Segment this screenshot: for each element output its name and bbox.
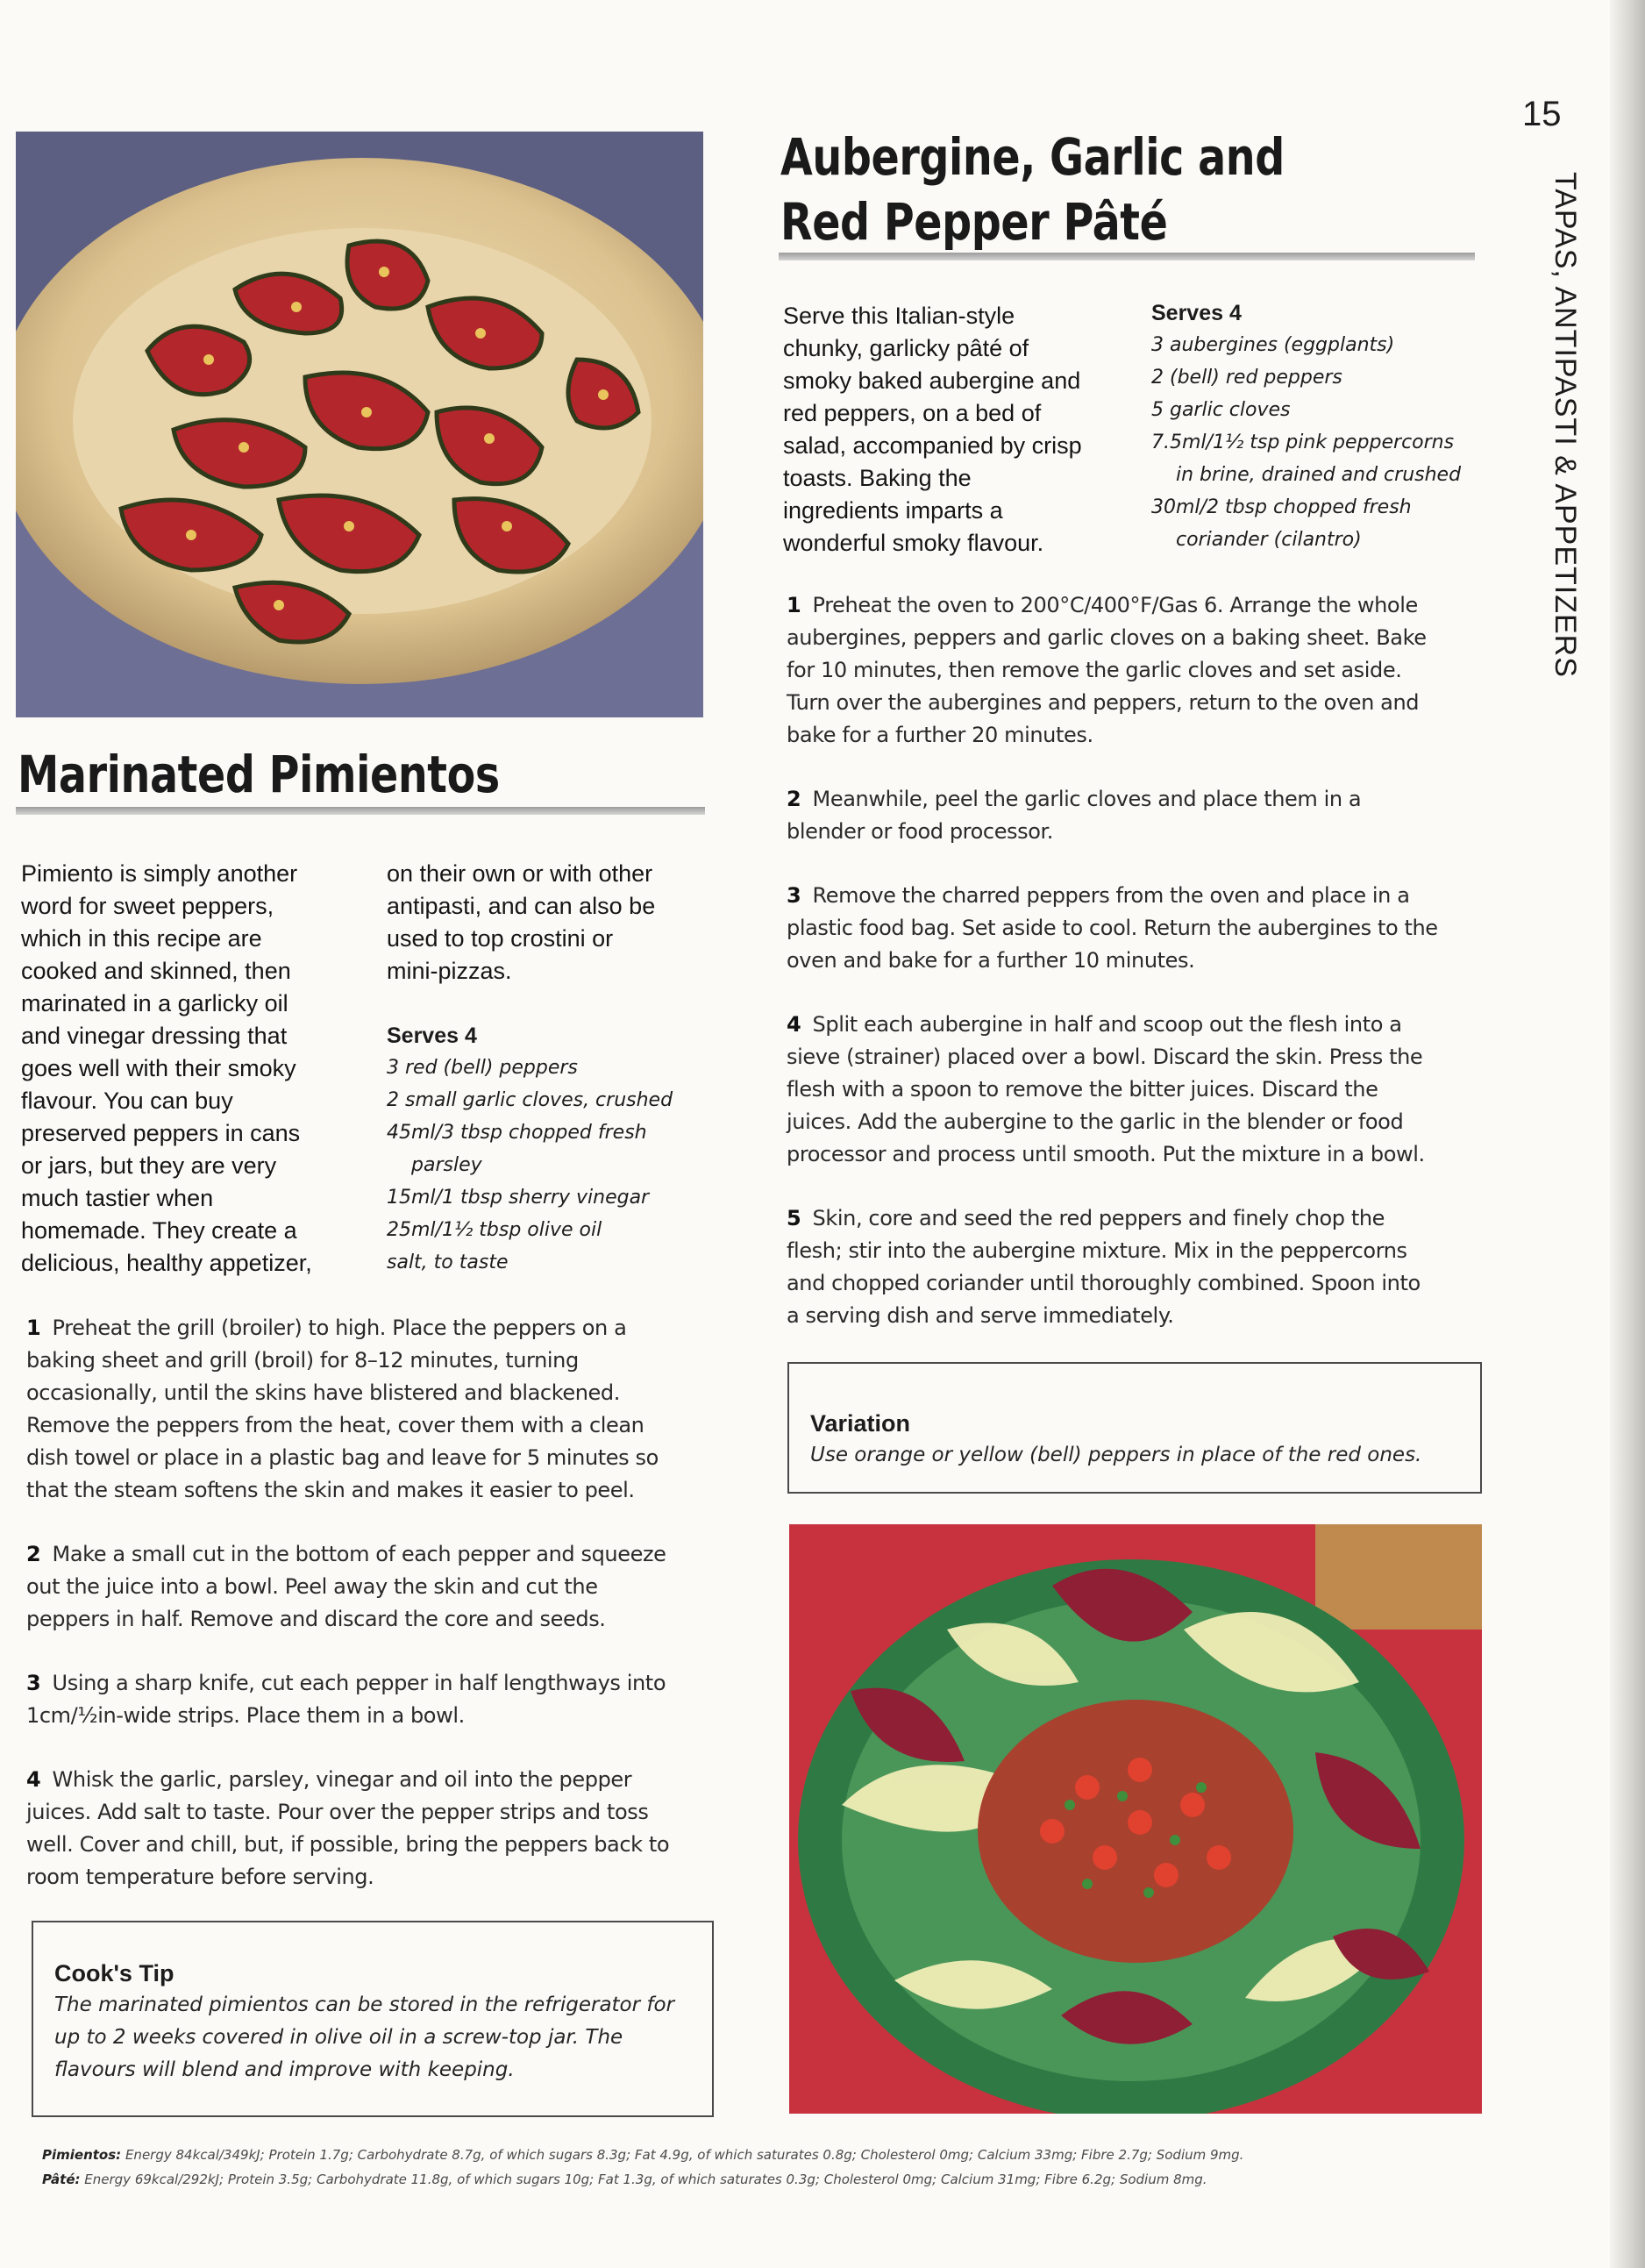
tip-line: up to 2 weeks covered in olive oil in a screw-top jar. The: [54, 2026, 623, 2049]
ingredient: 3 red (bell) peppers: [387, 1057, 578, 1079]
intro-line: used to top crostini or: [387, 925, 614, 952]
step-line: processor and process until smooth. Put the mixture in a bowl.: [787, 1142, 1425, 1166]
step-number: 1: [787, 593, 801, 617]
step-line: bake for a further 20 minutes.: [787, 723, 1093, 747]
intro-line: word for sweet peppers,: [21, 893, 274, 919]
method-step: [787, 589, 1488, 752]
intro-line: salad, accompanied by crisp: [783, 432, 1082, 459]
step-number: 3: [26, 1671, 41, 1695]
method-step: [26, 1538, 719, 1636]
pimientos-photo: [16, 132, 703, 717]
step-line: a serving dish and serve immediately.: [787, 1303, 1174, 1328]
nutrition-pate: [42, 2172, 1207, 2187]
step-number: 3: [787, 883, 801, 908]
title-line-1: Aubergine, Garlic and: [780, 127, 1285, 187]
section-title-vertical: [1498, 172, 1594, 678]
ingredient: 25ml/1½ tbsp olive oil: [387, 1219, 602, 1241]
step-line: and chopped coriander until thoroughly combined. Spoon into: [787, 1271, 1421, 1295]
intro-line: which in this recipe are: [21, 925, 262, 952]
step-line: aubergines, peppers and garlic cloves on a baking sheet. Bake: [787, 625, 1427, 650]
step-line: Make a small cut in the bottom of each pepper and squeeze: [52, 1542, 666, 1566]
step-line: flesh; stir into the aubergine mixture. Mix in the peppercorns: [787, 1238, 1407, 1263]
title-rule-right: [779, 253, 1475, 260]
nutrition-pimientos: [42, 2147, 1243, 2163]
ingredient: 15ml/1 tbsp sherry vinegar: [387, 1187, 650, 1209]
ingredient: coriander (cilantro): [1176, 529, 1362, 551]
tip-line: flavours will blend and improve with keeping.: [54, 2058, 515, 2081]
intro-line: cooked and skinned, then: [21, 958, 291, 984]
aubergine-pate-title: [780, 125, 1285, 254]
step-line: flesh with a spoon to remove the bitter juices. Discard the: [787, 1077, 1378, 1102]
step-number: 2: [787, 787, 801, 811]
step-number: 2: [26, 1542, 41, 1566]
intro-line: smoky baked aubergine and: [783, 367, 1081, 394]
pimientos-intro-col1: [21, 858, 354, 1280]
nutrition-text: Energy 84kcal/349kJ; Protein 1.7g; Carbohydrate 8.7g, of which sugars 8.3g; Fat 4.9g, of which saturates 0.8g; Cholesterol 0mg; Calcium 33mg; Fibre 2.7g; Sodium 9mg.: [125, 2147, 1244, 2163]
intro-line: mini-pizzas.: [387, 958, 512, 984]
ingredient: 3 aubergines (eggplants): [1151, 334, 1395, 356]
intro-line: goes well with their smoky: [21, 1055, 296, 1081]
step-line: juices. Add the aubergine to the garlic in the blender or food: [787, 1109, 1404, 1134]
nutrition-label: Pimientos:: [42, 2147, 122, 2163]
intro-line: Pimiento is simply another: [21, 860, 298, 887]
section-title-text: TAPAS, ANTIPASTI & APPETIZERS: [1549, 172, 1582, 678]
ingredient: parsley: [411, 1154, 482, 1176]
intro-line: wonderful smoky flavour.: [783, 530, 1044, 556]
intro-line: delicious, healthy appetizer,: [21, 1250, 312, 1276]
intro-line: ingredients imparts a: [783, 497, 1003, 524]
serves-label: Serves 4: [1151, 301, 1242, 325]
step-line: oven and bake for a further 10 minutes.: [787, 948, 1195, 973]
ingredient: 2 (bell) red peppers: [1151, 367, 1342, 389]
step-line: plastic food bag. Set aside to cool. Return the aubergines to the: [787, 916, 1438, 940]
step-line: peppers in half. Remove and discard the core and seeds.: [26, 1607, 606, 1631]
pimientos-ingredients: [387, 1021, 720, 1279]
method-step: [787, 783, 1488, 848]
method-step: [26, 1312, 719, 1507]
ingredient: 7.5ml/1½ tsp pink peppercorns: [1151, 431, 1455, 453]
serves-label: Serves 4: [387, 1023, 477, 1048]
intro-line: marinated in a garlicky oil: [21, 990, 288, 1016]
intro-line: much tastier when: [21, 1185, 214, 1211]
variation-text: Use orange or yellow (bell) peppers in place of the red ones.: [810, 1444, 1422, 1466]
intro-line: or jars, but they are very: [21, 1152, 277, 1179]
step-line: blender or food processor.: [787, 819, 1054, 844]
step-line: for 10 minutes, then remove the garlic cloves and set aside.: [787, 658, 1402, 682]
ingredient: in brine, drained and crushed: [1176, 464, 1462, 486]
method-step: [26, 1667, 719, 1732]
ingredient: 45ml/3 tbsp chopped fresh: [387, 1122, 647, 1144]
step-line: baking sheet and grill (broil) for 8–12 minutes, turning: [26, 1348, 579, 1373]
cooks-tip-title: Cook's Tip: [54, 1960, 174, 1986]
aubergine-method: [787, 589, 1488, 1332]
step-line: Skin, core and seed the red peppers and finely chop the: [812, 1206, 1385, 1230]
pimientos-title: Marinated Pimientos: [18, 745, 500, 804]
method-step: [26, 1764, 719, 1894]
step-line: room temperature before serving.: [26, 1865, 374, 1889]
cooks-tip-box: [32, 1921, 714, 2117]
step-line: 1cm/½in-wide strips. Place them in a bowl.: [26, 1703, 465, 1728]
step-line: Whisk the garlic, parsley, vinegar and oil into the pepper: [52, 1767, 632, 1792]
variation-box: [787, 1362, 1482, 1494]
tip-line: The marinated pimientos can be stored in the refrigerator for: [54, 1993, 675, 2016]
intro-line: on their own or with other: [387, 860, 653, 887]
nutrition-label: Pâté:: [42, 2172, 81, 2187]
ingredient: 5 garlic cloves: [1151, 399, 1291, 421]
nutrition-text: Energy 69kcal/292kJ; Protein 3.5g; Carbohydrate 11.8g, of which sugars 10g; Fat 1.3g, of which saturates 0.3g; Cholesterol 0mg; Calcium 31mg; Fibre 6.2g; Sodium 8mg.: [84, 2172, 1207, 2187]
step-line: Preheat the oven to 200°C/400°F/Gas 6. Arrange the whole: [812, 593, 1418, 617]
step-line: Preheat the grill (broiler) to high. Place the peppers on a: [52, 1316, 627, 1340]
method-step: [787, 1202, 1488, 1332]
intro-line: preserved peppers in cans: [21, 1120, 301, 1146]
step-number: 5: [787, 1206, 801, 1230]
pimientos-intro-col2: [387, 858, 720, 988]
step-line: juices. Add salt to taste. Pour over the pepper strips and toss: [26, 1800, 649, 1824]
step-line: out the juice into a bowl. Peel away the skin and cut the: [26, 1574, 598, 1599]
pimientos-method: [26, 1312, 719, 1894]
variation-title: Variation: [810, 1410, 911, 1437]
page-gutter-shadow: [1610, 0, 1645, 2268]
step-line: Meanwhile, peel the garlic cloves and place them in a: [812, 787, 1362, 811]
title-line-2: Red Pepper Pâté: [780, 192, 1168, 252]
pate-photo: [789, 1524, 1482, 2114]
step-line: Split each aubergine in half and scoop out the flesh into a: [812, 1012, 1402, 1037]
ingredient: 2 small garlic cloves, crushed: [387, 1089, 673, 1111]
step-line: Using a sharp knife, cut each pepper in half lengthways into: [52, 1671, 666, 1695]
step-line: dish towel or place in a plastic bag and leave for 5 minutes so: [26, 1445, 659, 1470]
intro-line: red peppers, on a bed of: [783, 400, 1042, 426]
aubergine-ingredients: [1151, 298, 1485, 556]
title-rule-left: [16, 807, 705, 815]
step-line: Remove the charred peppers from the oven and place in a: [812, 883, 1410, 908]
intro-line: and vinegar dressing that: [21, 1023, 288, 1049]
step-line: Turn over the aubergines and peppers, return to the oven and: [787, 690, 1420, 715]
method-step: [787, 880, 1488, 977]
intro-line: flavour. You can buy: [21, 1088, 233, 1114]
ingredient: salt, to taste: [387, 1252, 509, 1273]
step-number: 4: [787, 1012, 801, 1037]
intro-line: Serve this Italian-style: [783, 303, 1015, 329]
ingredient: 30ml/2 tbsp chopped fresh: [1151, 496, 1412, 518]
page-number: 15: [1522, 95, 1562, 133]
method-step: [787, 1009, 1488, 1171]
step-number: 4: [26, 1767, 41, 1792]
intro-line: homemade. They create a: [21, 1217, 297, 1244]
aubergine-intro: [783, 300, 1125, 560]
intro-line: chunky, garlicky pâté of: [783, 335, 1029, 361]
step-line: Remove the peppers from the heat, cover them with a clean: [26, 1413, 644, 1437]
intro-line: antipasti, and can also be: [387, 893, 656, 919]
step-line: that the steam softens the skin and makes it easier to peel.: [26, 1478, 635, 1502]
step-line: occasionally, until the skins have blistered and blackened.: [26, 1380, 620, 1405]
intro-line: toasts. Baking the: [783, 465, 972, 491]
step-line: sieve (strainer) placed over a bowl. Discard the skin. Press the: [787, 1045, 1423, 1069]
step-number: 1: [26, 1316, 41, 1340]
step-line: well. Cover and chill, but, if possible, bring the peppers back to: [26, 1832, 670, 1857]
